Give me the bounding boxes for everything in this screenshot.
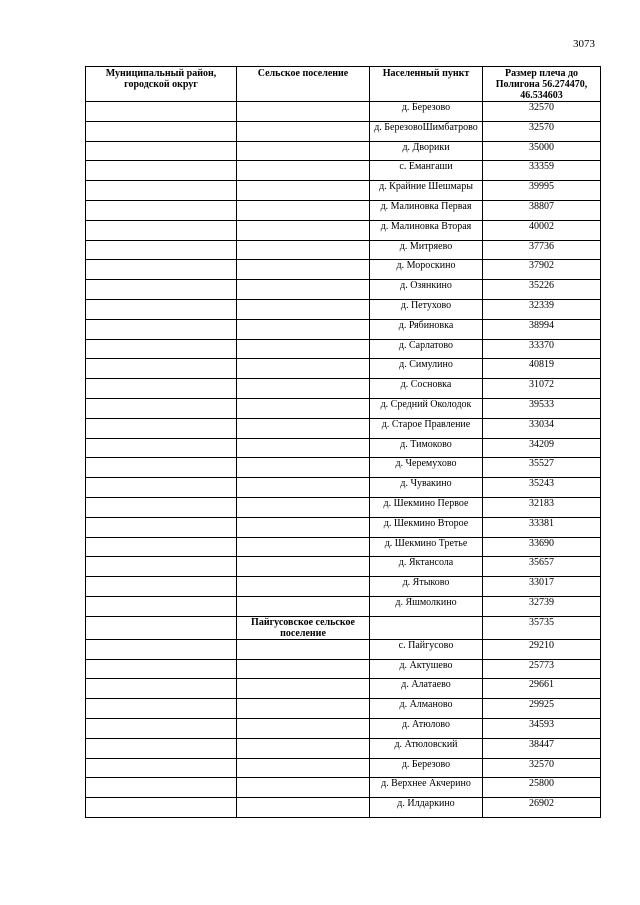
cell-district bbox=[86, 319, 237, 339]
cell-district bbox=[86, 299, 237, 319]
cell-distance: 25800 bbox=[483, 778, 601, 798]
cell-settlement bbox=[237, 679, 370, 699]
cell-distance: 26902 bbox=[483, 798, 601, 818]
table-row bbox=[86, 718, 601, 738]
cell-settlement bbox=[237, 220, 370, 240]
table-row bbox=[86, 438, 601, 458]
cell-locality: д. Верхнее Акчерино bbox=[370, 778, 483, 798]
cell-locality: д. Шекмино Первое bbox=[370, 497, 483, 517]
cell-settlement bbox=[237, 359, 370, 379]
cell-district bbox=[86, 616, 237, 639]
table-row bbox=[86, 121, 601, 141]
cell-district bbox=[86, 260, 237, 280]
cell-distance: 25773 bbox=[483, 659, 601, 679]
cell-district bbox=[86, 517, 237, 537]
cell-locality: с. Емангаши bbox=[370, 161, 483, 181]
cell-district bbox=[86, 497, 237, 517]
cell-locality: д. Малиновка Первая bbox=[370, 200, 483, 220]
cell-distance: 40002 bbox=[483, 220, 601, 240]
cell-locality: с. Пайгусово bbox=[370, 639, 483, 659]
settlements-distance-table bbox=[85, 66, 601, 818]
cell-locality: д. Алманово bbox=[370, 699, 483, 719]
cell-locality: д. Митряево bbox=[370, 240, 483, 260]
table-row bbox=[86, 758, 601, 778]
cell-locality: д. Илдаркино bbox=[370, 798, 483, 818]
cell-district bbox=[86, 758, 237, 778]
table-row bbox=[86, 260, 601, 280]
cell-settlement bbox=[237, 418, 370, 438]
cell-district bbox=[86, 478, 237, 498]
cell-district bbox=[86, 240, 237, 260]
table-row bbox=[86, 299, 601, 319]
table-row bbox=[86, 517, 601, 537]
table-row bbox=[86, 181, 601, 201]
cell-district bbox=[86, 639, 237, 659]
table-row bbox=[86, 458, 601, 478]
cell-district bbox=[86, 220, 237, 240]
cell-distance: 32570 bbox=[483, 121, 601, 141]
cell-district bbox=[86, 141, 237, 161]
header-settlement: Сельское поселение bbox=[237, 67, 370, 102]
cell-settlement bbox=[237, 240, 370, 260]
cell-settlement bbox=[237, 557, 370, 577]
cell-settlement bbox=[237, 161, 370, 181]
cell-district bbox=[86, 200, 237, 220]
cell-district bbox=[86, 718, 237, 738]
page-number: 3073 bbox=[573, 38, 595, 50]
cell-district bbox=[86, 798, 237, 818]
cell-distance: 40819 bbox=[483, 359, 601, 379]
cell-settlement bbox=[237, 260, 370, 280]
table-row bbox=[86, 141, 601, 161]
cell-distance: 33381 bbox=[483, 517, 601, 537]
cell-settlement bbox=[237, 497, 370, 517]
table-row bbox=[86, 497, 601, 517]
cell-locality: д. Актушево bbox=[370, 659, 483, 679]
cell-locality: д. Шекмино Второе bbox=[370, 517, 483, 537]
cell-locality: д. Яктансола bbox=[370, 557, 483, 577]
cell-locality: д. Алатаево bbox=[370, 679, 483, 699]
cell-settlement bbox=[237, 639, 370, 659]
cell-distance: 35735 bbox=[483, 616, 601, 639]
cell-district bbox=[86, 458, 237, 478]
cell-locality: д. Атюловский bbox=[370, 738, 483, 758]
cell-distance: 38447 bbox=[483, 738, 601, 758]
cell-distance: 34593 bbox=[483, 718, 601, 738]
table-row bbox=[86, 778, 601, 798]
cell-district bbox=[86, 121, 237, 141]
cell-settlement bbox=[237, 121, 370, 141]
table-row bbox=[86, 319, 601, 339]
cell-locality: д. Старое Правление bbox=[370, 418, 483, 438]
cell-settlement bbox=[237, 102, 370, 122]
cell-settlement bbox=[237, 778, 370, 798]
cell-settlement bbox=[237, 738, 370, 758]
cell-distance: 33370 bbox=[483, 339, 601, 359]
cell-distance: 37902 bbox=[483, 260, 601, 280]
table-row bbox=[86, 577, 601, 597]
cell-locality: д. Ятыково bbox=[370, 577, 483, 597]
table-row bbox=[86, 161, 601, 181]
cell-settlement: Пайгусовское сельское поселение bbox=[237, 616, 370, 639]
cell-district bbox=[86, 738, 237, 758]
cell-district bbox=[86, 659, 237, 679]
cell-district bbox=[86, 438, 237, 458]
cell-district bbox=[86, 359, 237, 379]
table-row bbox=[86, 200, 601, 220]
cell-district bbox=[86, 102, 237, 122]
cell-district bbox=[86, 778, 237, 798]
cell-locality: д. БерезовоШимбатрово bbox=[370, 121, 483, 141]
cell-settlement bbox=[237, 659, 370, 679]
header-distance: Размер плеча до Полигона 56.274470, 46.534603 bbox=[483, 67, 601, 102]
cell-settlement bbox=[237, 596, 370, 616]
table-row bbox=[86, 616, 601, 639]
cell-district bbox=[86, 596, 237, 616]
table-row bbox=[86, 398, 601, 418]
cell-distance: 35226 bbox=[483, 280, 601, 300]
cell-locality: д. Средний Околодок bbox=[370, 398, 483, 418]
table-row bbox=[86, 699, 601, 719]
cell-distance: 35000 bbox=[483, 141, 601, 161]
cell-distance: 33017 bbox=[483, 577, 601, 597]
cell-locality: д. Шекмино Третье bbox=[370, 537, 483, 557]
cell-settlement bbox=[237, 181, 370, 201]
cell-distance: 32739 bbox=[483, 596, 601, 616]
cell-settlement bbox=[237, 537, 370, 557]
table-row bbox=[86, 639, 601, 659]
cell-distance: 33690 bbox=[483, 537, 601, 557]
cell-distance: 32570 bbox=[483, 102, 601, 122]
cell-distance: 31072 bbox=[483, 379, 601, 399]
cell-district bbox=[86, 161, 237, 181]
table-row bbox=[86, 679, 601, 699]
cell-settlement bbox=[237, 517, 370, 537]
table-header-row bbox=[86, 67, 601, 102]
cell-settlement bbox=[237, 379, 370, 399]
header-locality: Населенный пункт bbox=[370, 67, 483, 102]
table-row bbox=[86, 659, 601, 679]
cell-settlement bbox=[237, 141, 370, 161]
cell-distance: 38994 bbox=[483, 319, 601, 339]
header-district: Муниципальный район, городской округ bbox=[86, 67, 237, 102]
cell-distance: 29210 bbox=[483, 639, 601, 659]
cell-locality: д. Дворики bbox=[370, 141, 483, 161]
cell-distance: 35657 bbox=[483, 557, 601, 577]
cell-settlement bbox=[237, 798, 370, 818]
cell-distance: 33034 bbox=[483, 418, 601, 438]
cell-district bbox=[86, 537, 237, 557]
table-row bbox=[86, 379, 601, 399]
cell-settlement bbox=[237, 718, 370, 738]
cell-settlement bbox=[237, 458, 370, 478]
cell-locality: д. Мороскино bbox=[370, 260, 483, 280]
cell-locality: д. Тимоково bbox=[370, 438, 483, 458]
cell-locality: д. Атюлово bbox=[370, 718, 483, 738]
cell-settlement bbox=[237, 398, 370, 418]
cell-locality: д. Озянкино bbox=[370, 280, 483, 300]
table-row bbox=[86, 359, 601, 379]
cell-locality: д. Симулино bbox=[370, 359, 483, 379]
cell-settlement bbox=[237, 478, 370, 498]
cell-distance: 37736 bbox=[483, 240, 601, 260]
cell-locality: д. Черемухово bbox=[370, 458, 483, 478]
table-body bbox=[86, 102, 601, 818]
cell-settlement bbox=[237, 280, 370, 300]
cell-distance: 32183 bbox=[483, 497, 601, 517]
cell-locality: д. Сарлатово bbox=[370, 339, 483, 359]
cell-locality: д. Петухово bbox=[370, 299, 483, 319]
table-row bbox=[86, 240, 601, 260]
cell-locality: д. Яшмолкино bbox=[370, 596, 483, 616]
cell-settlement bbox=[237, 758, 370, 778]
cell-settlement bbox=[237, 577, 370, 597]
cell-locality: д. Рябиновка bbox=[370, 319, 483, 339]
cell-district bbox=[86, 557, 237, 577]
cell-locality: д. Чувакино bbox=[370, 478, 483, 498]
table-row bbox=[86, 339, 601, 359]
cell-settlement bbox=[237, 299, 370, 319]
cell-settlement bbox=[237, 200, 370, 220]
cell-distance: 32570 bbox=[483, 758, 601, 778]
cell-district bbox=[86, 418, 237, 438]
cell-locality: д. Березово bbox=[370, 102, 483, 122]
table-row bbox=[86, 478, 601, 498]
cell-distance: 29925 bbox=[483, 699, 601, 719]
cell-distance: 35243 bbox=[483, 478, 601, 498]
cell-district bbox=[86, 398, 237, 418]
table-row bbox=[86, 220, 601, 240]
cell-distance: 32339 bbox=[483, 299, 601, 319]
table-row bbox=[86, 418, 601, 438]
cell-distance: 33359 bbox=[483, 161, 601, 181]
cell-district bbox=[86, 577, 237, 597]
cell-district bbox=[86, 699, 237, 719]
cell-distance: 39533 bbox=[483, 398, 601, 418]
cell-distance: 39995 bbox=[483, 181, 601, 201]
cell-district bbox=[86, 280, 237, 300]
cell-distance: 29661 bbox=[483, 679, 601, 699]
cell-settlement bbox=[237, 699, 370, 719]
cell-distance: 34209 bbox=[483, 438, 601, 458]
table-row bbox=[86, 738, 601, 758]
cell-district bbox=[86, 339, 237, 359]
cell-district bbox=[86, 679, 237, 699]
cell-settlement bbox=[237, 319, 370, 339]
cell-settlement bbox=[237, 438, 370, 458]
table-row bbox=[86, 798, 601, 818]
cell-locality: д. Крайние Шешмары bbox=[370, 181, 483, 201]
cell-district bbox=[86, 379, 237, 399]
cell-district bbox=[86, 181, 237, 201]
cell-settlement bbox=[237, 339, 370, 359]
cell-distance: 38807 bbox=[483, 200, 601, 220]
table-row bbox=[86, 557, 601, 577]
cell-locality: д. Сосновка bbox=[370, 379, 483, 399]
cell-distance: 35527 bbox=[483, 458, 601, 478]
table-row bbox=[86, 537, 601, 557]
cell-locality bbox=[370, 616, 483, 639]
table-row bbox=[86, 280, 601, 300]
cell-locality: д. Малиновка Вторая bbox=[370, 220, 483, 240]
table-row bbox=[86, 102, 601, 122]
table-row bbox=[86, 596, 601, 616]
cell-locality: д. Березово bbox=[370, 758, 483, 778]
